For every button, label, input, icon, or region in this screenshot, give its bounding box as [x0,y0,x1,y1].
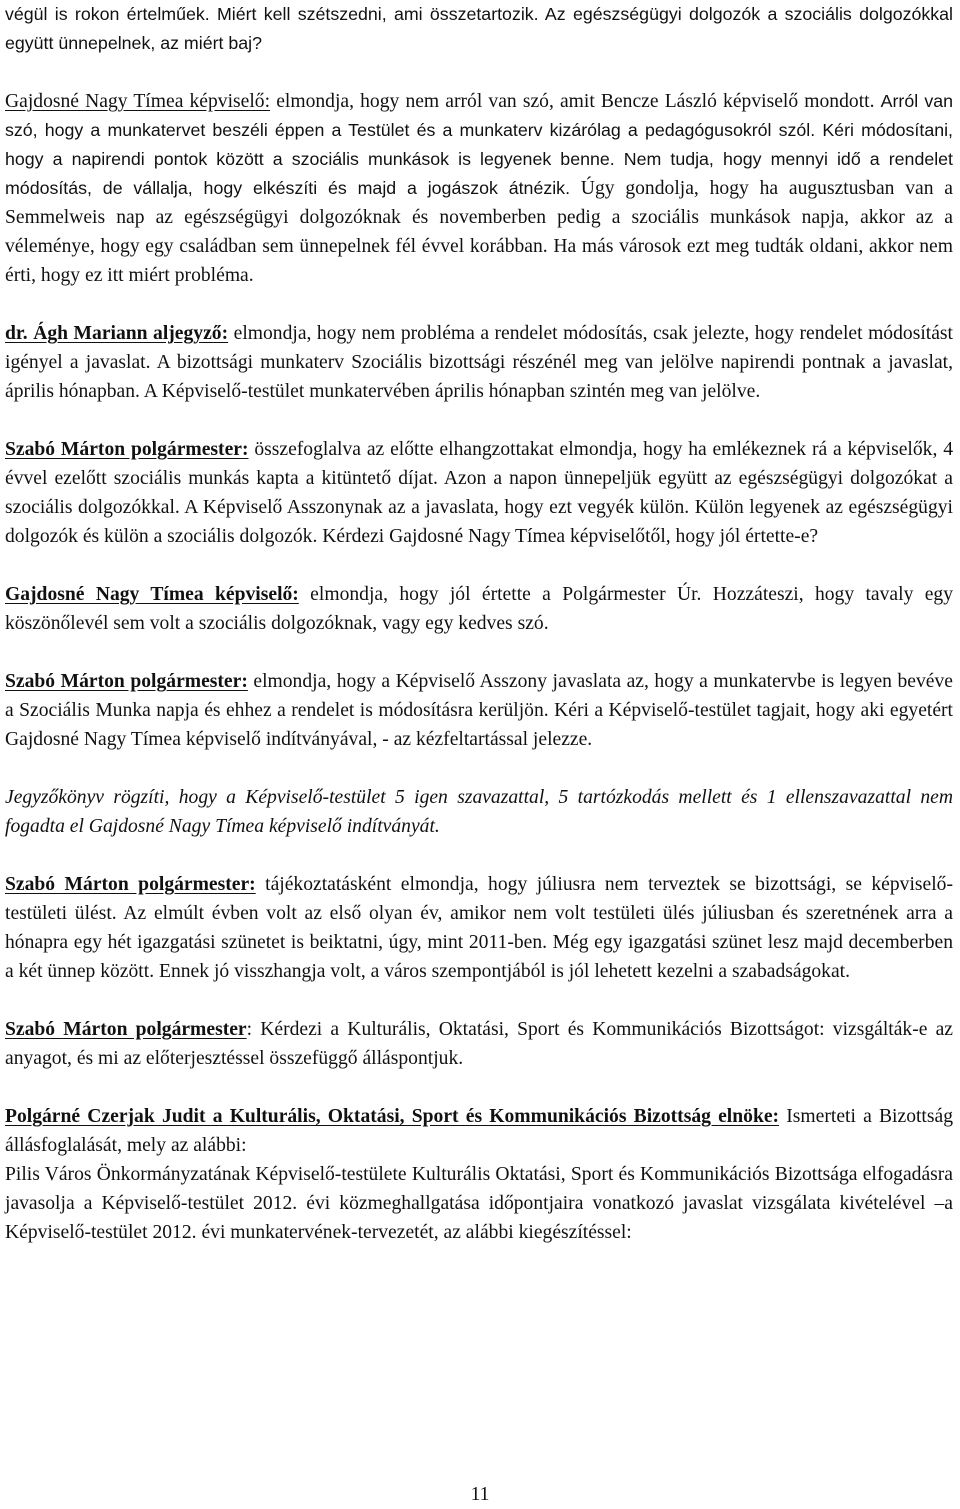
speaker-label: Gajdosné Nagy Tímea képviselő: [5,584,299,605]
paragraph-gajdosne-1 [5,87,953,290]
page-number: 11 [470,1484,490,1505]
paragraph-text: elmondja, hogy jól értette a Polgármester Úr. Hozzáteszi, hogy tavaly egy köszönőlevél sem volt a szociális dolgozóknak, vagy egy kedves szó. [5,584,953,634]
speaker-label: Szabó Márton polgármester: [5,874,256,895]
speaker-label: Szabó Márton polgármester [5,1019,247,1040]
speaker-label: Gajdosné Nagy Tímea képviselő: [5,91,271,112]
paragraph-text: Jegyzőkönyv rögzíti, hogy a Képviselő-testület 5 igen szavazattal, 5 tartózkodás mellett és 1 ellenszavazattal nem fogadta el Gajdosné Nagy Tímea képviselő indítványát. [5,787,953,837]
paragraph-szabo-2 [5,667,953,754]
paragraph-text: elmondja, hogy a Képviselő Asszony javaslata az, hogy a munkatervbe is legyen bevéve a Szociális Munka napja és ehhez a rendelet is módosításra kerüljön. Kéri a Képviselő-testület tagjait, hogy aki egyetért Gajdosné Nagy Tímea képviselő indítványával, - az kézfeltartással jelezze. [5,671,953,750]
paragraph-text: Ismerteti a Bizottság állásfoglalását, mely az alábbi: [5,1106,953,1156]
paragraph-text: Kérdezi a Kulturális, Oktatási, Sport és Kommunikációs Bizottságot: vizsgálták-e az anyagot, és mi az előterjesztéssel összefüggő álláspontjuk. [5,1019,953,1069]
paragraph-text: elmondja, hogy nem probléma a rendelet módosítás, csak jelezte, hogy rendelet módosítást igényel a javaslat. A bizottsági munkaterv Szociális bizottsági részénél meg van jelölve napirendi pontnak a javaslat, április hónapban. A Képviselő-testület munkatervében április hónapban szintén meg van jelölve. [5,323,953,402]
paragraph-text: összefoglalva az előtte elhangzottakat elmondja, hogy ha emlékeznek rá a képviselők, 4 évvel ezelőtt szociális munkás kapta a kitüntető díjat. Azon a napon ünnepeljük együtt az egészségügyi dolgozókat a szociális dolgozókkal. A Képviselő Asszonynak az a javaslata, hogy ezt vegyék külön. Külön legyenek az egészségügyi dolgozók és külön a szociális dolgozók. Kérdezi Gajdosné Nagy Tímea képviselőtől, hogy jól értette-e? [5,439,953,547]
paragraph-szabo-1 [5,435,953,551]
paragraph-agh-mariann [5,319,953,406]
paragraph-text-sans: Arról van szó, hogy a munkatervet beszéli éppen a Testület és a munkaterv kizárólag a pedagógusokról szól. Kéri módosítani, hogy a napirendi pontok között a szociális munkások is legyenek benne. Nem tudja, hogy mennyi idő a rendelet módosítás, de vállalja, hogy elkészíti és majd a jogászok átnézik. [5,91,954,198]
paragraph-committee-resolution [5,1160,953,1247]
paragraph-text: tájékoztatásként elmondja, hogy júliusra nem terveztek se bizottsági, se képviselő-testületi ülést. Az elmúlt évben volt az első olyan év, amikor nem volt testületi ülés júliusban és szeretnének arra a hónapra egy hét igazgatási szünetet is beiktatni, úgy, mint 2011-ben. Még egy igazgatási szünet lesz majd decemberben a két ünnep között. Ennek jó visszhangja volt, a város szempontjából is jól lehetett kezelni a szabadságokat. [5,874,953,982]
paragraph-intro [5,0,953,58]
paragraph-text: Pilis Város Önkormányzatának Képviselő-testülete Kulturális Oktatási, Sport és Kommunikációs Bizottsága elfogadásra javasolja a Képviselő-testület 2012. évi közmeghallgatása időpontjaira vonatkozó javaslat vizsgálata kivételével –a Képviselő-testület 2012. évi munkatervének-tervezetét, az alábbi kiegészítéssel: [5,1164,953,1243]
paragraph-gajdosne-2 [5,580,953,638]
speaker-label: Szabó Márton polgármester: [5,671,248,692]
paragraph-text: Úgy gondolja, hogy ha augusztusban van a Semmelweis nap az egészségügyi dolgozóknak és novemberben pedig a szociális munkások napja, akkor az a véleménye, hogy egy családban sem ünnepelnek fél évvel korábban. Ha más városok ezt meg tudták oldani, akkor nem érti, hogy ez itt miért probléma. [5,178,954,286]
paragraph-polgarne [5,1102,953,1160]
speaker-label: Szabó Márton polgármester: [5,439,249,460]
paragraph-vote-record [5,783,953,841]
paragraph-text: végül is rokon értelműek. Miért kell szétszedni, ami összetartozik. Az egészségügyi dolgozók a szociális dolgozókkal együtt ünnepelnek, az miért baj? [5,4,953,53]
speaker-label: dr. Ágh Mariann aljegyző: [5,323,229,344]
speaker-colon: : [246,1019,253,1040]
paragraph-szabo-3 [5,870,953,986]
paragraph-text: elmondja, hogy nem arról van szó, amit Bencze László képviselő mondott. [270,91,881,112]
paragraph-szabo-4 [5,1015,953,1073]
speaker-label: Polgárné Czerjak Judit a Kulturális, Oktatási, Sport és Kommunikációs Bizottság elnöke: [5,1106,780,1127]
document-body [5,0,953,1247]
